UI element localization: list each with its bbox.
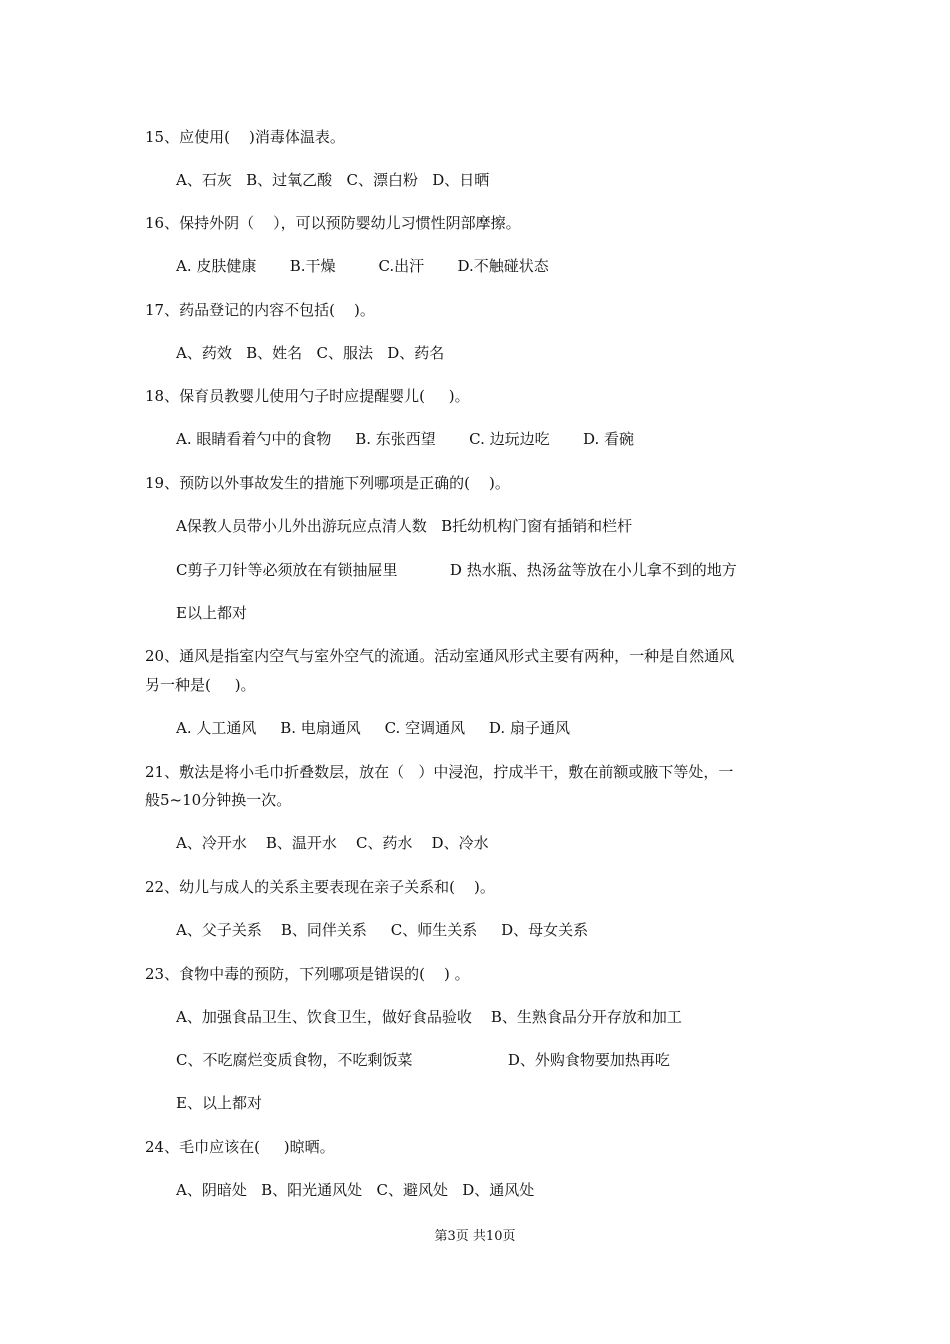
question-21-stem-line-2: 般5~10分钟换一次。 — [145, 791, 292, 809]
question-23-option-line-2: C、不吃腐烂变质食物，不吃剩饭菜 D、外购食物要加热再吃 — [176, 1051, 670, 1069]
question-18-stem: 18、保育员教婴儿使用勺子时应提醒婴儿( )。 — [145, 387, 470, 405]
question-18-options: A. 眼睛看着勺中的食物 B. 东张西望 C. 边玩边吃 D. 看碗 — [176, 430, 635, 448]
question-19-option-line-3: E以上都对 — [176, 604, 247, 622]
question-16-options: A. 皮肤健康 B.干燥 C.出汗 D.不触碰状态 — [176, 257, 549, 275]
page-footer: 第3页 共10页 — [434, 1229, 516, 1244]
question-19-option-line-1: A保教人员带小儿外出游玩应点清人数 B托幼机构门窗有插销和栏杆 — [176, 517, 633, 535]
question-24-stem: 24、毛巾应该在( )晾晒。 — [145, 1138, 335, 1156]
question-24-options: A、阴暗处 B、阳光通风处 C、避风处 D、通风处 — [176, 1181, 535, 1199]
question-16-stem: 16、保持外阴（ ），可以预防婴幼儿习惯性阴部摩擦。 — [145, 214, 521, 232]
question-22-stem: 22、幼儿与成人的关系主要表现在亲子关系和( )。 — [145, 878, 495, 896]
question-23-option-line-1: A、加强食品卫生、饮食卫生，做好食品验收 B、生熟食品分开存放和加工 — [176, 1008, 682, 1026]
question-20-stem-line-2: 另一种是( )。 — [145, 676, 256, 694]
question-23-stem: 23、食物中毒的预防，下列哪项是错误的( ) 。 — [145, 965, 470, 983]
question-19-option-line-2: C剪子刀针等必须放在有锁抽屉里 D 热水瓶、热汤盆等放在小儿拿不到的地方 — [176, 561, 737, 579]
question-15-options: A、石灰 B、过氧乙酸 C、漂白粉 D、日晒 — [176, 171, 490, 189]
question-21-options: A、冷开水 B、温开水 C、药水 D、冷水 — [176, 834, 489, 852]
question-15-stem: 15、应使用( )消毒体温表。 — [145, 128, 345, 146]
question-23-option-line-3: E、以上都对 — [176, 1094, 262, 1112]
question-20-stem-line-1: 20、通风是指室内空气与室外空气的流通。活动室通风形式主要有两种，一种是自然通风 — [145, 647, 735, 665]
question-20-options: A. 人工通风 B. 电扇通风 C. 空调通风 D. 扇子通风 — [176, 719, 570, 737]
question-17-stem: 17、药品登记的内容不包括( )。 — [145, 301, 375, 319]
question-17-options: A、药效 B、姓名 C、服法 D、药名 — [176, 344, 445, 362]
question-22-options: A、父子关系 B、同伴关系 C、师生关系 D、母女关系 — [176, 921, 589, 939]
question-21-stem-line-1: 21、敷法是将小毛巾折叠数层，放在（ ）中浸泡，拧成半干，敷在前额或腋下等处，一 — [145, 763, 734, 781]
question-19-stem: 19、预防以外事故发生的措施下列哪项是正确的( )。 — [145, 474, 510, 492]
